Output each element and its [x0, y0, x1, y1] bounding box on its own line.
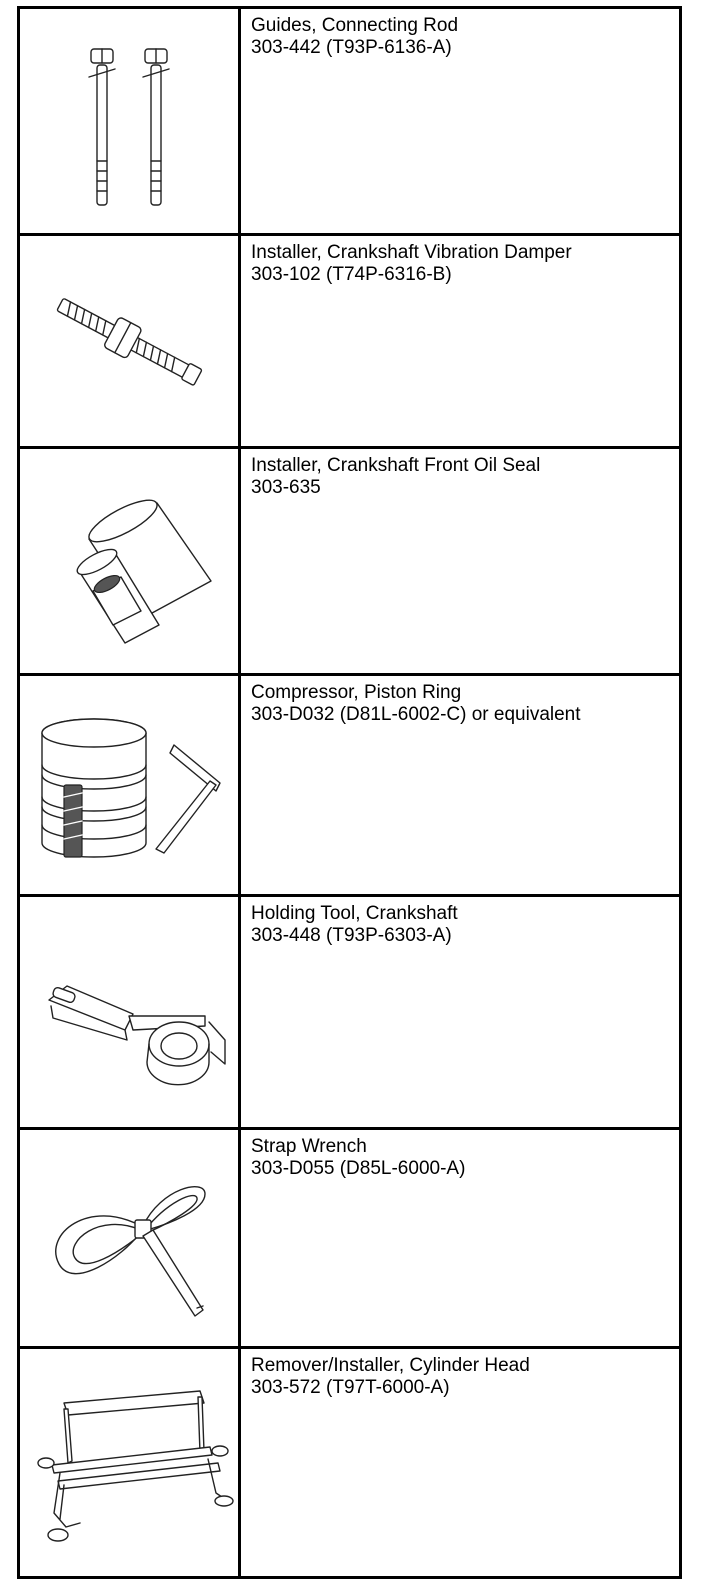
tool-part-number: 303-D032 (D81L-6002-C) or equivalent: [251, 704, 581, 725]
tool-image-cell: [20, 236, 241, 446]
connecting-rod-guides-icon: [29, 21, 229, 221]
tool-part-number: 303-635: [251, 477, 321, 498]
crankshaft-holding-tool-icon: [29, 922, 229, 1102]
tool-part-number: 303-448 (T93P-6303-A): [251, 925, 452, 946]
tool-name: Installer, Crankshaft Vibration Damper: [251, 242, 572, 263]
tool-part-number: 303-442 (T93P-6136-A): [251, 37, 452, 58]
tool-image-cell: [20, 449, 241, 673]
tool-description: [241, 9, 679, 233]
tool-image-cell: [20, 1130, 241, 1346]
table-row: [20, 897, 679, 1130]
special-tools-table: [17, 6, 682, 1579]
table-row: [20, 236, 679, 449]
tool-part-number: 303-572 (T97T-6000-A): [251, 1377, 450, 1398]
tool-description: [241, 676, 679, 894]
table-row: [20, 9, 679, 236]
tool-image-cell: [20, 676, 241, 894]
tool-name: Holding Tool, Crankshaft: [251, 903, 458, 924]
front-oil-seal-installer-icon: [29, 461, 229, 661]
tool-image-cell: [20, 9, 241, 233]
strap-wrench-icon: [29, 1138, 229, 1338]
table-row: [20, 1349, 679, 1576]
piston-ring-compressor-icon: [24, 685, 234, 885]
tool-name: Guides, Connecting Rod: [251, 15, 459, 36]
tool-description: [241, 1130, 679, 1346]
vibration-damper-installer-icon: [29, 246, 229, 436]
tool-part-number: 303-D055 (D85L-6000-A): [251, 1158, 466, 1179]
tool-image-cell: [20, 1349, 241, 1576]
tool-name: Remover/Installer, Cylinder Head: [251, 1355, 530, 1376]
tool-name: Installer, Crankshaft Front Oil Seal: [251, 455, 541, 476]
tool-description: [241, 236, 679, 446]
cylinder-head-remover-installer-icon: [24, 1363, 234, 1563]
table-row: [20, 1130, 679, 1349]
tool-image-cell: [20, 897, 241, 1127]
tool-name: Compressor, Piston Ring: [251, 682, 462, 703]
table-row: [20, 676, 679, 897]
table-row: [20, 449, 679, 676]
tool-description: [241, 897, 679, 1127]
tool-description: [241, 449, 679, 673]
tool-part-number: 303-102 (T74P-6316-B): [251, 264, 452, 285]
tool-name: Strap Wrench: [251, 1136, 367, 1157]
tool-description: [241, 1349, 679, 1576]
